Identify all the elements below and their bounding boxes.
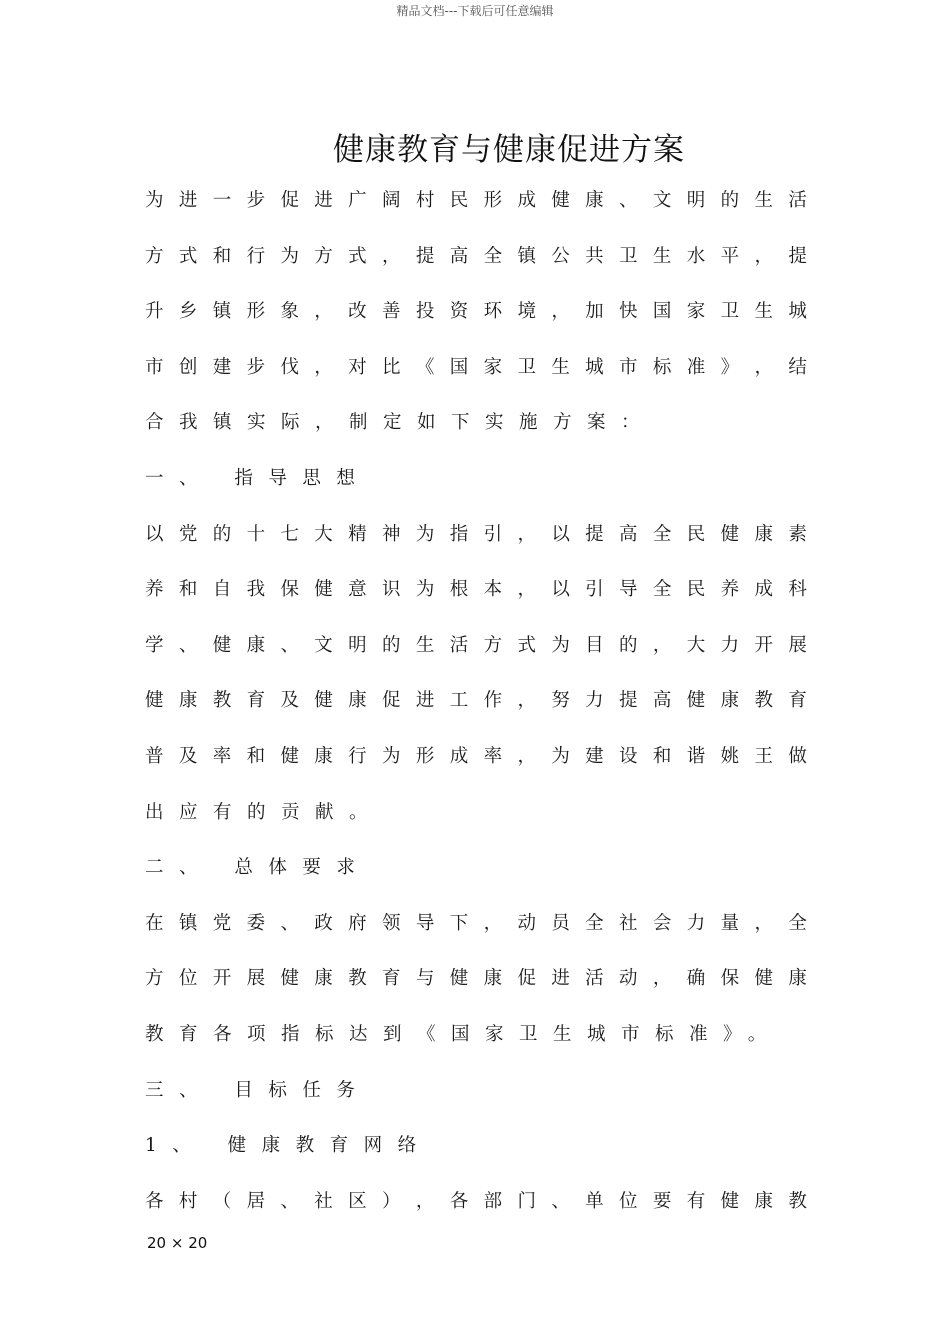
body-line: 健 康 教 育 及 健 康 促 进 工 作 ， 努 力 提 高 健 康 教 育 xyxy=(145,690,807,712)
body-line: 市 创 建 步 伐 ， 对 比 《 国 家 卫 生 城 市 标 准 》 ， 结 xyxy=(145,356,807,378)
page-header-note: 精品文档---下载后可任意编辑 xyxy=(396,4,554,18)
body-line: 三、 目标任务 xyxy=(145,1079,371,1101)
body-line: 为 进 一 步 促 进 广 阔 村 民 形 成 健 康 、 文 明 的 生 活 xyxy=(145,190,807,211)
body-line: 方 式 和 行 为 方 式 ， 提 高 全 镇 公 共 卫 生 水 平 ， 提 xyxy=(145,245,807,267)
document-body xyxy=(145,183,807,1239)
body-line: 教育各项指标达到《国家卫生城市标准》。 xyxy=(145,1023,782,1045)
body-line: 升 乡 镇 形 象 ， 改 善 投 资 环 境 ， 加 快 国 家 卫 生 城 xyxy=(145,301,807,323)
body-line: 养 和 自 我 保 健 意 识 为 根 本 ， 以 引 导 全 民 养 成 科 xyxy=(145,579,807,601)
body-line: 普 及 率 和 健 康 行 为 形 成 率 ， 为 建 设 和 谐 姚 王 做 xyxy=(145,745,807,767)
body-line: 二、 总体要求 xyxy=(145,857,371,879)
page-footer-note: 20 × 20 xyxy=(147,1234,208,1252)
body-line: 各 村 （ 居 、 社 区 ） ， 各 部 门 、 单 位 要 有 健 康 教 xyxy=(145,1190,807,1212)
body-line: 1、 健康教育网络 xyxy=(145,1135,432,1157)
body-line: 在 镇 党 委 、 政 府 领 导 下 ， 动 员 全 社 会 力 量 ， 全 xyxy=(145,912,807,934)
body-line: 学 、 健 康 、 文 明 的 生 活 方 式 为 目 的 ， 大 力 开 展 xyxy=(145,634,807,656)
body-line: 出应有的贡献。 xyxy=(145,801,384,823)
body-line: 一、 指导思想 xyxy=(145,467,371,489)
document-title: 健康教育与健康促进方案 xyxy=(333,132,685,168)
body-line: 方 位 开 展 健 康 教 育 与 健 康 促 进 活 动 ， 确 保 健 康 xyxy=(145,968,807,990)
body-line: 合我镇实际，制定如下实施方案： xyxy=(145,412,656,434)
body-line: 以 党 的 十 七 大 精 神 为 指 引 ， 以 提 高 全 民 健 康 素 xyxy=(145,523,807,545)
